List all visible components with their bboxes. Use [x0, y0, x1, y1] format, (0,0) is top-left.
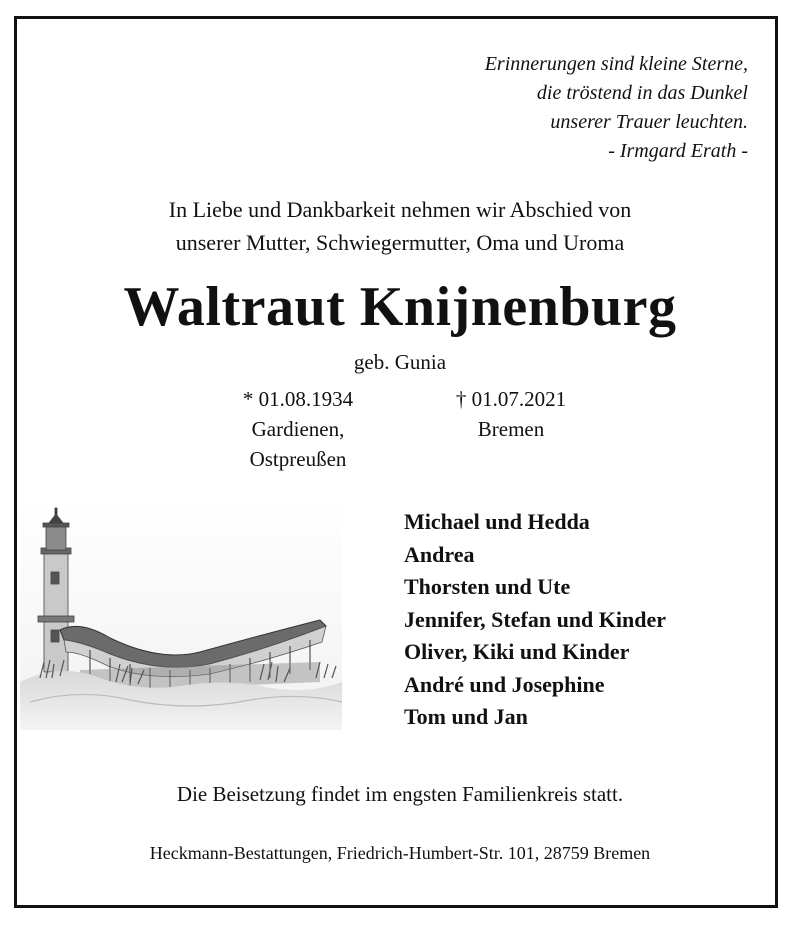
burial-notice: Die Beisetzung findet im engsten Familienkreis statt. — [176, 782, 624, 806]
intro-text — [0, 193, 800, 259]
quote-author: - Irmgard Erath - — [608, 140, 748, 162]
family-member: Thorsten und Ute — [404, 574, 571, 599]
quote-line: die tröstend in das Dunkel — [536, 82, 748, 104]
deceased-name: Waltraut Knijnenburg — [123, 276, 677, 338]
memorial-quote — [485, 50, 748, 166]
intro-line: In Liebe und Dankbarkeit nehmen wir Abschied von — [168, 197, 632, 222]
death-date: † 01.07.2021 — [455, 387, 567, 411]
family-member: Jennifer, Stefan und Kinder — [404, 606, 667, 632]
lighthouse-photo — [20, 502, 342, 730]
quote-line: unserer Trauer leuchten. — [550, 111, 748, 133]
maiden-name: geb. Gunia — [353, 350, 447, 374]
death-info — [426, 384, 596, 444]
birth-region: Ostpreußen — [249, 447, 347, 471]
family-member: Oliver, Kiki und Kinder — [404, 639, 630, 664]
family-member: Michael und Hedda — [404, 509, 590, 534]
quote-line: Erinnerungen sind kleine Sterne, — [484, 53, 748, 75]
family-list — [404, 506, 666, 734]
birth-date: * 01.08.1934 — [242, 387, 354, 411]
death-place: Bremen — [477, 417, 545, 441]
undertaker-address: Heckmann-Bestattungen, Friedrich-Humbert-Str. 101, 28759 Bremen — [149, 843, 651, 863]
birth-place: Gardienen, — [251, 417, 345, 441]
family-member: André und Josephine — [404, 671, 605, 697]
family-member: Andrea — [404, 541, 475, 567]
intro-line: unserer Mutter, Schwiegermutter, Oma und Uroma — [175, 230, 625, 255]
family-member: Tom und Jan — [404, 704, 528, 729]
birth-info — [218, 384, 378, 474]
